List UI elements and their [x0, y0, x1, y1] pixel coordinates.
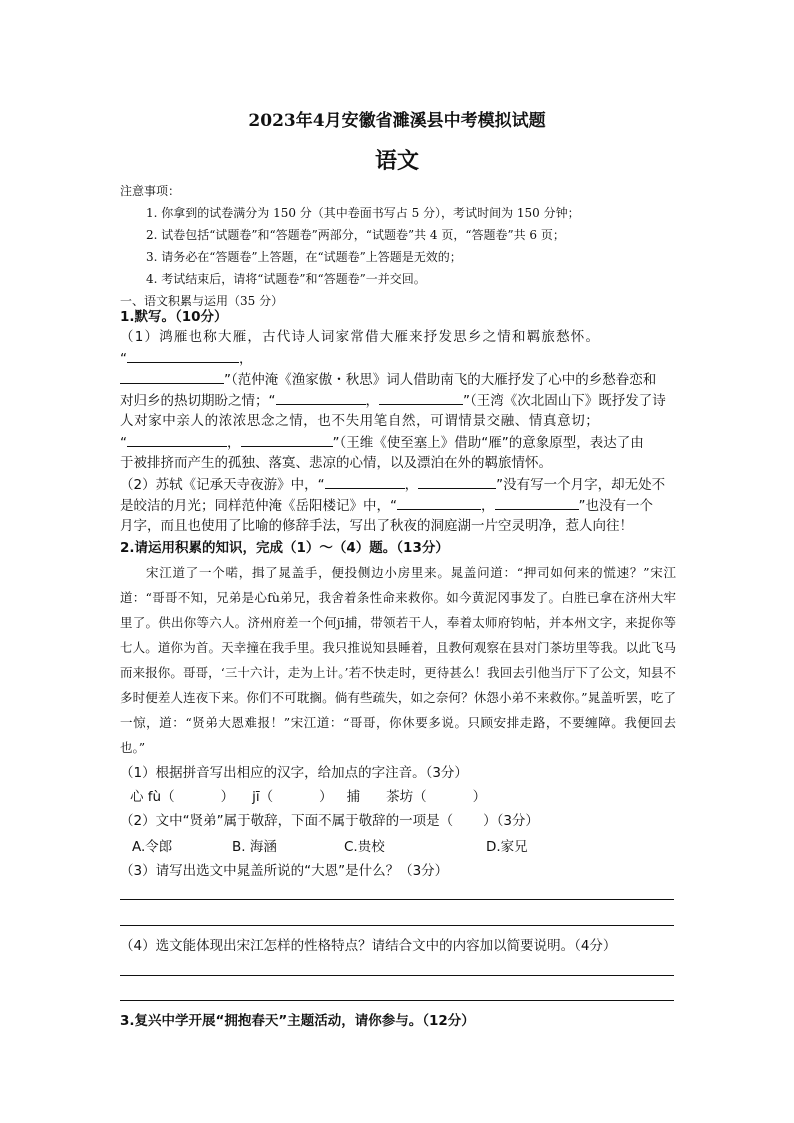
- answer-blank[interactable]: [120, 368, 224, 384]
- q2-sub3: （3）请写出选文中晁盖所说的“大恩”是什么？（3分）: [120, 863, 449, 879]
- q2-sub2-end: ）（3分）: [483, 813, 539, 829]
- q1-line-4-post: ”（王湾《次北固山下》既抒发了诗: [463, 393, 666, 409]
- note-item-4: 4. 考试结束后，请将“试题卷”和“答题卷”一并交回。: [146, 272, 426, 286]
- answer-blank[interactable]: [127, 347, 239, 363]
- q1-line-6: [120, 431, 676, 454]
- answer-blank[interactable]: [397, 494, 481, 510]
- close-paren: ）: [319, 789, 333, 805]
- answer-blank[interactable]: [276, 389, 366, 405]
- answer-line[interactable]: [120, 925, 674, 926]
- answer-blank[interactable]: [418, 473, 496, 489]
- q3-heading: 3.复兴中学开展“拥抱春天”主题活动，请你参与。（12分）: [120, 1013, 475, 1029]
- q1-line-9: [120, 494, 676, 517]
- answer-blank[interactable]: [241, 431, 333, 447]
- comma: ，: [404, 477, 419, 493]
- section-1-heading: 一、语文积累与运用（35 分）: [120, 294, 284, 308]
- q1-line-3: [120, 368, 676, 391]
- exam-title: 2023年4月安徽省濉溪县中考模拟试题: [248, 111, 546, 131]
- answer-line[interactable]: [120, 899, 674, 900]
- q1-line-8-pre: （2）苏轼《记承天寺夜游》中，“: [120, 477, 325, 493]
- comma: ，: [365, 393, 379, 409]
- q1-line-8-post: ”没有写一个月字，却无处不: [496, 477, 666, 493]
- answer-blank[interactable]: [325, 473, 405, 489]
- quote-open: “: [120, 435, 127, 451]
- option-d[interactable]: D.家兄: [486, 839, 528, 855]
- q2-sub1: （1）根据拼音写出相应的汉字，给加点的字注音。（3分）: [120, 765, 468, 781]
- q1-line-6-post: ”（王维《使至塞上》借助“雁”的意象原型，表达了由: [332, 435, 644, 451]
- comma: ，: [239, 351, 253, 367]
- note-item-3: 3. 请务必在“答题卷”上答题，在“试题卷”上答题是无效的；: [146, 250, 462, 264]
- q2-passage: 宋江道了一个喏，揖了晁盖手，便投侧边小房里来。晁盖问道：“押司如何来的慌速？”宋江道：“哥哥不知，兄弟是心fù弟兄，我舍着条性命来救你。如今黄泥冈事发了。白胜已拿在济州大牢里了。供出你等六人。济州府差一个何jī捕，带领若干人，奉着太师府钧帖，并本州文字，来捉你等七人。道你为首。天幸撞在我手里。我只推说知县睡着，且教何观察在县对门茶坊里等我。以此飞马而来报你。哥哥，‘三十六计，走为上计。’若不快走时，更待甚么！我回去引他当厅下了公文，知县不多时便差人连夜下来。你们不可耽搁。倘有些疏失，如之奈何？休怨小弟不来救你。”晁盖听罢，吃了一惊，道：“贤弟大恩难报！”宋江道：“哥哥，你休要多说。只顾安排走路，不要缠障。我便回去也。”: [120, 565, 676, 755]
- q1-line-8: [120, 473, 676, 496]
- note-item-1: 1. 你拿到的试卷满分为 150 分（其中卷面书写占 5 分），考试时间为 150 分钟；: [146, 206, 580, 220]
- q1-line-7: 于被排挤而产生的孤独、落寞、悲凉的心情，以及漂泊在外的羁旅情怀。: [120, 455, 552, 471]
- note-item-2: 2. 试卷包括“试题卷”和“答题卷”两部分，“试题卷”共 4 页，“答题卷”共 6 页；: [146, 228, 565, 242]
- q1-line-9-pre: 是皎洁的月光；同样范仲淹《岳阳楼记》中，“: [120, 498, 397, 514]
- word-bu: 捕: [346, 789, 361, 805]
- q1-line-2: [120, 347, 676, 370]
- close-paren: ）: [472, 789, 487, 805]
- q1-line-1: （1）鸿雁也称大雁，古代诗人词家常借大雁来抒发思乡之情和羁旅愁怀。: [120, 329, 601, 345]
- answer-blank[interactable]: [127, 431, 227, 447]
- exam-subject: 语文: [374, 148, 419, 174]
- answer-line[interactable]: [120, 975, 674, 976]
- q2-sub2: [120, 810, 676, 832]
- q2-sub4: （4）选文能体现出宋江怎样的性格特点？请结合文中的内容加以简要说明。（4分）: [120, 938, 617, 954]
- comma: ，: [227, 435, 241, 451]
- option-a[interactable]: A.令郎: [132, 839, 173, 855]
- pinyin-item-ji: jī（: [252, 789, 274, 805]
- answer-blank[interactable]: [495, 494, 579, 510]
- q1-line-3-text: ”（范仲淹《渔家傲・秋思》词人借助南飞的大雁抒发了心中的乡愁眷恋和: [224, 372, 657, 388]
- answer-blank[interactable]: [379, 389, 463, 405]
- q2-heading: 2.请运用积累的知识，完成（1）～（4）题。（13分）: [120, 540, 449, 556]
- pinyin-item-fu: 心 fù（: [130, 789, 175, 805]
- q1-line-9-post: ”也没有一个: [578, 498, 653, 514]
- q1-line-4: [120, 389, 676, 412]
- close-paren: ）: [220, 789, 235, 805]
- quote-open: “: [120, 351, 127, 367]
- word-chafang: 茶坊（: [386, 789, 427, 805]
- option-b[interactable]: B. 海涵: [232, 839, 277, 855]
- answer-line[interactable]: [120, 1000, 674, 1001]
- q1-heading: 1.默写。（10分）: [120, 309, 228, 325]
- q1-line-5: 人对家中亲人的浓浓思念之情，也不失用笔自然，可谓情景交融、情真意切；: [120, 413, 600, 429]
- option-c[interactable]: C.贵校: [344, 839, 385, 855]
- q2-sub2-options: [120, 836, 688, 858]
- comma: ，: [481, 498, 495, 514]
- q2-sub1-items: [120, 786, 686, 808]
- notes-heading: 注意事项：: [120, 184, 181, 198]
- q2-sub2-text: （2）文中“贤弟”属于敬辞，下面不属于敬辞的一项是（: [120, 813, 454, 829]
- q1-line-10: 月字，而且也使用了比喻的修辞手法，写出了秋夜的洞庭湖一片空灵明净，惹人向往！: [120, 518, 633, 534]
- q1-line-4-pre: 对归乡的热切期盼之情；“: [120, 393, 276, 409]
